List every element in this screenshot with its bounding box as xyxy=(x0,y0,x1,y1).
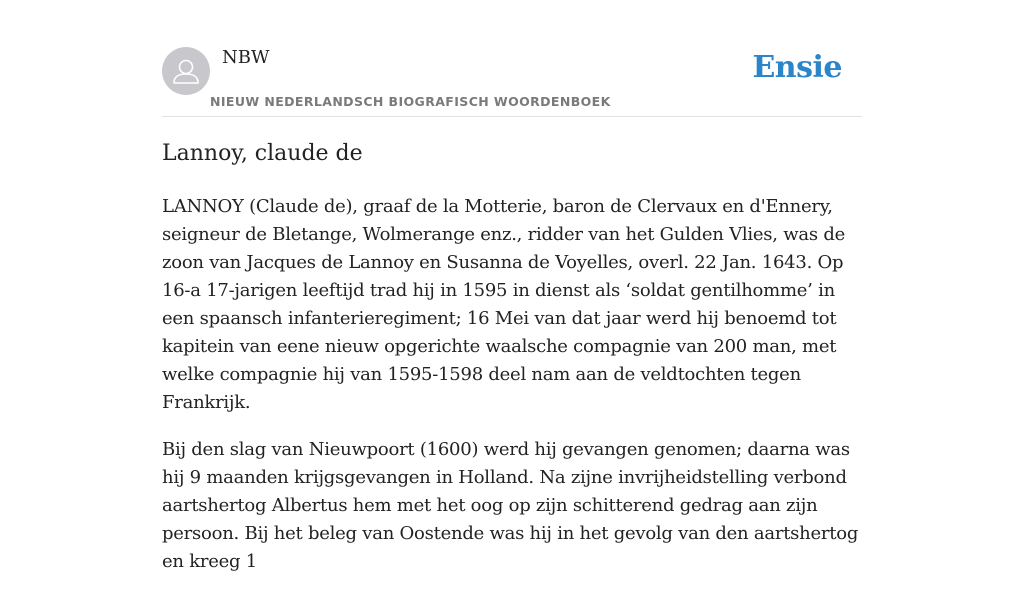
ensie-logo[interactable]: Ensie xyxy=(752,50,842,85)
page-header xyxy=(162,0,862,117)
entry-paragraph: Bij den slag van Nieuwpoort (1600) werd hij gevangen genomen; daarna was hij 9 maanden krijgsgevangen in Holland. Na zijne invrijheidstelling verbond aartshertog Albertus hem met het oog op zijn schitterend gedrag aan zijn persoon. Bij het beleg van Oostende was hij in het gevolg van den aartshertog en kreeg 1 xyxy=(162,439,859,572)
entry-title: Lannoy, claude de xyxy=(162,141,363,166)
entry-body xyxy=(162,193,862,595)
user-silhouette-icon xyxy=(162,47,210,95)
entry-paragraph: LANNOY (Claude de), graaf de la Motterie, baron de Clervaux en d'Ennery, seigneur de Bletange, Wolmerange enz., ridder van het Gulden Vlies, was de zoon van Jacques de Lannoy en Susanna de Voyelles, overl. 22 Jan. 1643. Op 16-a 17-jarigen leeftijd trad hij in 1595 in dienst als ‘soldat gentilhomme’ in een spaansch infanterieregiment; 16 Mei van dat jaar werd hij benoemd tot kapitein van eene nieuw opgerichte waalsche compagnie van 200 man, met welke compagnie hij van 1595-1598 deel nam aan de veldtochten tegen Frankrijk. xyxy=(162,196,845,413)
author-name[interactable]: NBW xyxy=(222,47,270,68)
avatar[interactable] xyxy=(162,47,210,95)
source-name[interactable]: NIEUW NEDERLANDSCH BIOGRAFISCH WOORDENBOEK xyxy=(210,94,611,109)
